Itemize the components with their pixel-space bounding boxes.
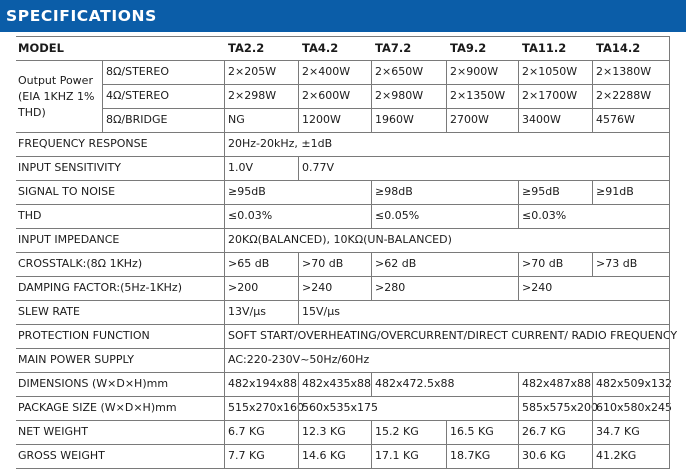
- header-divider: [16, 60, 670, 61]
- row-divider: [16, 372, 670, 373]
- cell-divider: [224, 396, 225, 420]
- cell-divider: [518, 252, 519, 276]
- row-divider: [16, 300, 670, 301]
- output-power-value: 2×1050W: [522, 65, 578, 78]
- row-divider: [16, 324, 670, 325]
- model-header: MODEL: [18, 41, 64, 55]
- row-divider: [16, 156, 670, 157]
- spec-value: 0.77V: [302, 161, 335, 174]
- cell-divider: [592, 420, 593, 444]
- spec-label: SIGNAL TO NOISE: [18, 185, 116, 198]
- spec-value: 482x509x132: [596, 377, 673, 390]
- spec-label: FREQUENCY RESPONSE: [18, 137, 148, 150]
- cell-divider: [371, 420, 372, 444]
- cell-divider: [224, 252, 225, 276]
- spec-label: GROSS WEIGHT: [18, 449, 105, 462]
- output-power-value: 2×298W: [228, 89, 277, 102]
- model-name-header: TA11.2: [522, 41, 567, 55]
- cell-divider: [371, 276, 372, 300]
- cell-divider: [446, 108, 447, 132]
- spec-value: >240: [302, 281, 333, 294]
- cell-divider: [446, 444, 447, 468]
- cell-divider: [298, 84, 299, 108]
- section-title: SPECIFICATIONS: [6, 7, 157, 25]
- spec-value: 16.5 KG: [450, 425, 494, 438]
- output-power-value: 2×600W: [302, 89, 351, 102]
- cell-divider: [298, 108, 299, 132]
- cell-divider: [224, 180, 225, 204]
- cell-divider: [224, 60, 225, 84]
- row-divider: [16, 204, 670, 205]
- spec-value: >70 dB: [302, 257, 344, 270]
- spec-value: 17.1 KG: [375, 449, 419, 462]
- cell-divider: [298, 276, 299, 300]
- output-power-value: 2×1380W: [596, 65, 652, 78]
- model-name-header: TA9.2: [450, 41, 487, 55]
- output-power-mode: 4Ω/STEREO: [106, 89, 170, 102]
- spec-label: INPUT SENSITIVITY: [18, 161, 121, 174]
- cell-divider: [298, 420, 299, 444]
- output-power-value: 3400W: [522, 113, 561, 126]
- row-divider: [16, 396, 670, 397]
- cell-divider: [518, 84, 519, 108]
- row-divider: [16, 228, 670, 229]
- spec-value: 15.2 KG: [375, 425, 419, 438]
- spec-value: >65 dB: [228, 257, 270, 270]
- table-top-border: [16, 36, 670, 37]
- cell-divider: [371, 60, 372, 84]
- output-power-divider: [102, 60, 103, 132]
- spec-value: >70 dB: [522, 257, 564, 270]
- spec-value: 482x435x88: [302, 377, 372, 390]
- cell-divider: [224, 84, 225, 108]
- spec-value: 14.6 KG: [302, 449, 346, 462]
- cell-divider: [518, 396, 519, 420]
- cell-divider: [592, 372, 593, 396]
- spec-value: ≤0.03%: [228, 209, 273, 222]
- spec-value: 482x472.5x88: [375, 377, 455, 390]
- output-power-value: 1200W: [302, 113, 341, 126]
- spec-label: THD: [18, 209, 42, 222]
- spec-value: >240: [522, 281, 553, 294]
- spec-label: DIMENSIONS (W×D×H)mm: [18, 377, 169, 390]
- model-name-header: TA14.2: [596, 41, 641, 55]
- cell-divider: [371, 372, 372, 396]
- cell-divider: [446, 60, 447, 84]
- spec-label: INPUT IMPEDANCE: [18, 233, 120, 246]
- row-divider: [102, 108, 670, 109]
- cell-divider: [518, 204, 519, 228]
- spec-value: 482x487x88: [522, 377, 592, 390]
- spec-value: ≥98dB: [375, 185, 413, 198]
- cell-divider: [224, 372, 225, 396]
- spec-value: 7.7 KG: [228, 449, 265, 462]
- spec-value: >62 dB: [375, 257, 417, 270]
- spec-label: PACKAGE SIZE (W×D×H)mm: [18, 401, 177, 414]
- output-power-mode: 8Ω/BRIDGE: [106, 113, 168, 126]
- output-power-value: 2×980W: [375, 89, 424, 102]
- cell-divider: [298, 444, 299, 468]
- cell-divider: [224, 156, 225, 180]
- spec-value: ≥91dB: [596, 185, 634, 198]
- spec-value: 20Hz-20kHz, ±1dB: [228, 137, 333, 150]
- output-power-value: 4576W: [596, 113, 635, 126]
- spec-value: 18.7KG: [450, 449, 491, 462]
- output-power-value: 2×650W: [375, 65, 424, 78]
- cell-divider: [298, 300, 299, 324]
- spec-value: 12.3 KG: [302, 425, 346, 438]
- output-power-value: 1960W: [375, 113, 414, 126]
- output-power-value: 2×2288W: [596, 89, 652, 102]
- cell-divider: [371, 252, 372, 276]
- row-divider: [16, 180, 670, 181]
- spec-value: 560x535x175: [302, 401, 379, 414]
- spec-value: 1.0V: [228, 161, 254, 174]
- cell-divider: [224, 204, 225, 228]
- spec-label: PROTECTION FUNCTION: [18, 329, 150, 342]
- model-name-header: TA4.2: [302, 41, 339, 55]
- cell-divider: [592, 180, 593, 204]
- spec-value: ≤0.05%: [375, 209, 420, 222]
- row-divider: [16, 132, 670, 133]
- row-divider: [16, 276, 670, 277]
- cell-divider: [298, 372, 299, 396]
- cell-divider: [446, 84, 447, 108]
- cell-divider: [298, 252, 299, 276]
- spec-label: DAMPING FACTOR:(5Hz-1KHz): [18, 281, 182, 294]
- cell-divider: [224, 300, 225, 324]
- cell-divider: [298, 156, 299, 180]
- output-power-value: 2×205W: [228, 65, 277, 78]
- spec-label: MAIN POWER SUPPLY: [18, 353, 134, 366]
- cell-divider: [371, 108, 372, 132]
- spec-label: SLEW RATE: [18, 305, 80, 318]
- row-divider: [102, 84, 670, 85]
- cell-divider: [371, 180, 372, 204]
- cell-divider: [224, 132, 225, 156]
- spec-value: 26.7 KG: [522, 425, 566, 438]
- section-banner: [0, 0, 686, 32]
- cell-divider: [224, 420, 225, 444]
- spec-label: NET WEIGHT: [18, 425, 88, 438]
- spec-value: SOFT START/OVERHEATING/OVERCURRENT/DIRECT CURRENT/ RADIO FREQUENCY: [228, 329, 678, 342]
- cell-divider: [592, 252, 593, 276]
- row-divider: [16, 252, 670, 253]
- cell-divider: [592, 444, 593, 468]
- output-power-mode: 8Ω/STEREO: [106, 65, 170, 78]
- spec-value: 41.2KG: [596, 449, 637, 462]
- cell-divider: [592, 84, 593, 108]
- output-power-value: 2×1350W: [450, 89, 506, 102]
- spec-value: 6.7 KG: [228, 425, 265, 438]
- cell-divider: [371, 204, 372, 228]
- row-divider: [16, 348, 670, 349]
- spec-value: 585x575x200: [522, 401, 599, 414]
- cell-divider: [592, 60, 593, 84]
- spec-value: 30.6 KG: [522, 449, 566, 462]
- row-divider: [16, 444, 670, 445]
- cell-divider: [224, 444, 225, 468]
- spec-value: 610x580x245: [596, 401, 673, 414]
- cell-divider: [518, 108, 519, 132]
- spec-value: ≤0.03%: [522, 209, 567, 222]
- spec-value: ≥95dB: [522, 185, 560, 198]
- output-power-value: NG: [228, 113, 245, 126]
- spec-value: AC:220-230V~50Hz/60Hz: [228, 353, 370, 366]
- table-right-border: [669, 36, 670, 468]
- cell-divider: [518, 180, 519, 204]
- spec-value: 482x194x88: [228, 377, 298, 390]
- cell-divider: [518, 60, 519, 84]
- cell-divider: [224, 348, 225, 372]
- spec-value: >73 dB: [596, 257, 638, 270]
- output-power-value: 2700W: [450, 113, 489, 126]
- cell-divider: [371, 84, 372, 108]
- spec-value: 20KΩ(BALANCED), 10KΩ(UN-BALANCED): [228, 233, 452, 246]
- output-power-label: Output Power (EIA 1KHZ 1% THD): [18, 74, 95, 119]
- specifications-table: [16, 36, 678, 462]
- model-name-header: TA7.2: [375, 41, 412, 55]
- cell-divider: [592, 396, 593, 420]
- cell-divider: [518, 444, 519, 468]
- model-name-header: TA2.2: [228, 41, 265, 55]
- cell-divider: [298, 396, 299, 420]
- cell-divider: [224, 108, 225, 132]
- cell-divider: [371, 444, 372, 468]
- spec-value: 15V/μs: [302, 305, 340, 318]
- cell-divider: [224, 228, 225, 252]
- output-power-value: 2×400W: [302, 65, 351, 78]
- spec-value: 13V/μs: [228, 305, 266, 318]
- spec-value: 34.7 KG: [596, 425, 640, 438]
- row-divider: [16, 420, 670, 421]
- spec-value: ≥95dB: [228, 185, 266, 198]
- cell-divider: [298, 60, 299, 84]
- output-power-value: 2×1700W: [522, 89, 578, 102]
- cell-divider: [224, 276, 225, 300]
- cell-divider: [518, 372, 519, 396]
- output-power-value: 2×900W: [450, 65, 499, 78]
- cell-divider: [224, 324, 225, 348]
- cell-divider: [518, 420, 519, 444]
- cell-divider: [592, 108, 593, 132]
- cell-divider: [446, 420, 447, 444]
- cell-divider: [518, 276, 519, 300]
- spec-value: 515x270x160: [228, 401, 305, 414]
- spec-value: >280: [375, 281, 406, 294]
- spec-label: CROSSTALK:(8Ω 1KHz): [18, 257, 143, 270]
- spec-value: >200: [228, 281, 259, 294]
